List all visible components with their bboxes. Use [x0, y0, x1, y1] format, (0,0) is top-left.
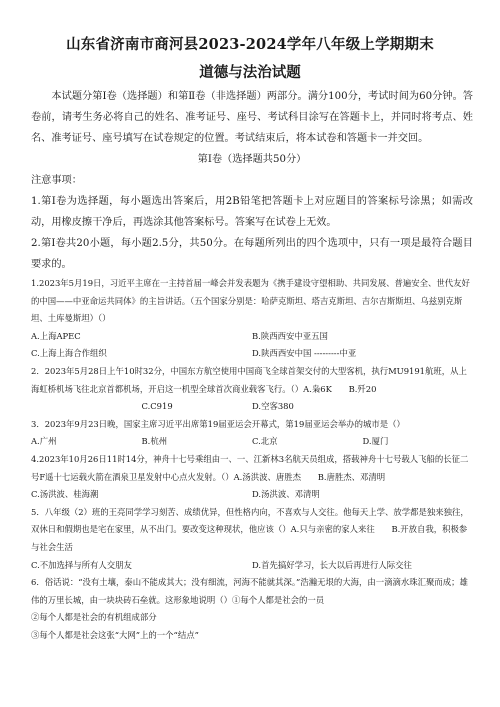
intro-paragraph: 本试题分第Ⅰ卷（选择题）和第Ⅱ卷（非选择题）两部分。满分100分，考试时间为60分钟。答卷前，请考生务必将自己的姓名、准考证号、座号、考试科目涂写在答题卡上，并同时将考点、姓名、准考证号、座号填写在试卷规定的位置。考试结束后，将本试卷和答题卡一并交回。	[31, 91, 473, 144]
option-c: C.上海上海合作组织	[31, 348, 107, 359]
option-b: B.陕西西安中亚五国	[252, 330, 328, 341]
exam-title: 山东省济南市商河县2023-2024学年八年级上学期期末	[66, 36, 434, 53]
option-d: D.陕西西安中国 ---------中亚	[252, 348, 357, 359]
notice-item-2: 2.第Ⅰ卷共20小题，每小题2.5分，共50分。在每题所列出的四个选项中，只有一项是最符合题目要求的。	[31, 238, 473, 270]
option-c: C.北京	[252, 436, 278, 447]
section-title: 第Ⅰ卷（选择题共50分）	[197, 154, 307, 165]
question-stem: 3．2023年9月23日晚，国家主席习近平出席第19届亚运会开幕式，第19届亚运会举办的城市是（）	[31, 418, 405, 429]
option-a: A.上海APEC	[31, 330, 81, 341]
statement-3: ③每个人都是社会这张“大网”上的一个“结点”	[31, 629, 199, 640]
notice-heading: 注意事项：	[31, 175, 82, 186]
question-stem: 5．八年级（2）班的王亮同学学习刻苦、成绩优异，但性格内向，不喜欢与人交往。他每天上学、放学都是独来独往，双休日和假期也是宅在家里，从不出门。要改变这种现状，他应该（）A.只与亲密的家人来往 B.开放自我，积极参与社会生活	[31, 506, 469, 552]
option-a: A.广州	[31, 436, 57, 447]
option-d: D.空客380	[252, 401, 294, 412]
question-1	[31, 275, 473, 363]
exam-body	[31, 86, 473, 644]
option-c: C.汤洪波、桂海潮	[31, 489, 99, 500]
question-stem: 6．俗话说：“没有土壤，泰山不能成其大；没有细流，河海不能就其深。”浩瀚无垠的大海，由一滴滴水珠汇聚而成；雄伟的万里长城，由一块块砖石垒就。这形象地说明（）①每个人都是社会的一员	[31, 577, 468, 605]
question-stem: 4.2023年10月26日11时14分，神舟十七号乘组由一、一、江新林3名航天员组成，搭载神舟十七号载人飞船的长征二号F遥十七运载火箭在酒泉卫星发射中心点火发射。（）A.汤洪波、唐胜杰 B.唐胜杰、邓清明	[31, 453, 469, 482]
question-2	[31, 363, 473, 416]
option-b: B.杭州	[141, 436, 168, 447]
question-stem: 2．2023年5月28日上午10时32分，中国东方航空使用中国商飞全球首架交付的大型客机，执行MU9191航班，从上海虹桥机场飞往北京首都机场，开启这一机型全球首次商业载客飞行。（）A.枭6K B.歼20	[31, 365, 467, 394]
question-6	[31, 574, 473, 644]
option-d: D.首先搞好学习，长大以后再进行人际交往	[252, 559, 412, 570]
option-c: C.C919	[141, 401, 173, 412]
question-3	[31, 416, 473, 451]
option-d: D.厦门	[362, 436, 389, 447]
exam-subtitle: 道德与法治试题	[199, 64, 301, 81]
notice-item-1: 1.第Ⅰ卷为选择题，每小题选出答案后，用2B铅笔把答题卡上对应题目的答案标号涂黑；如需改动，用橡皮擦干净后，再选涂其他答案标号。答案写在试卷上无效。	[31, 196, 473, 228]
option-c: C.不加选择与所有人交朋友	[31, 559, 132, 570]
question-5	[31, 504, 473, 574]
question-stem: 1.2023年5月19日，习近平主席在一主持首届一峰会并发表题为《携手建设守望相助、共同发展、普遍安全、世代友好的中国——中亚命运共同体》的主旨讲话。（五个国家分别是：哈萨克斯坦、塔吉克斯坦、吉尔吉斯斯坦、乌兹别克斯坦、土库曼斯坦）（）	[31, 278, 470, 324]
statement-2: ②每个人都是社会的有机组成部分	[31, 612, 157, 623]
option-d: D.汤洪波、邓清明	[252, 489, 320, 500]
question-4	[31, 451, 473, 504]
